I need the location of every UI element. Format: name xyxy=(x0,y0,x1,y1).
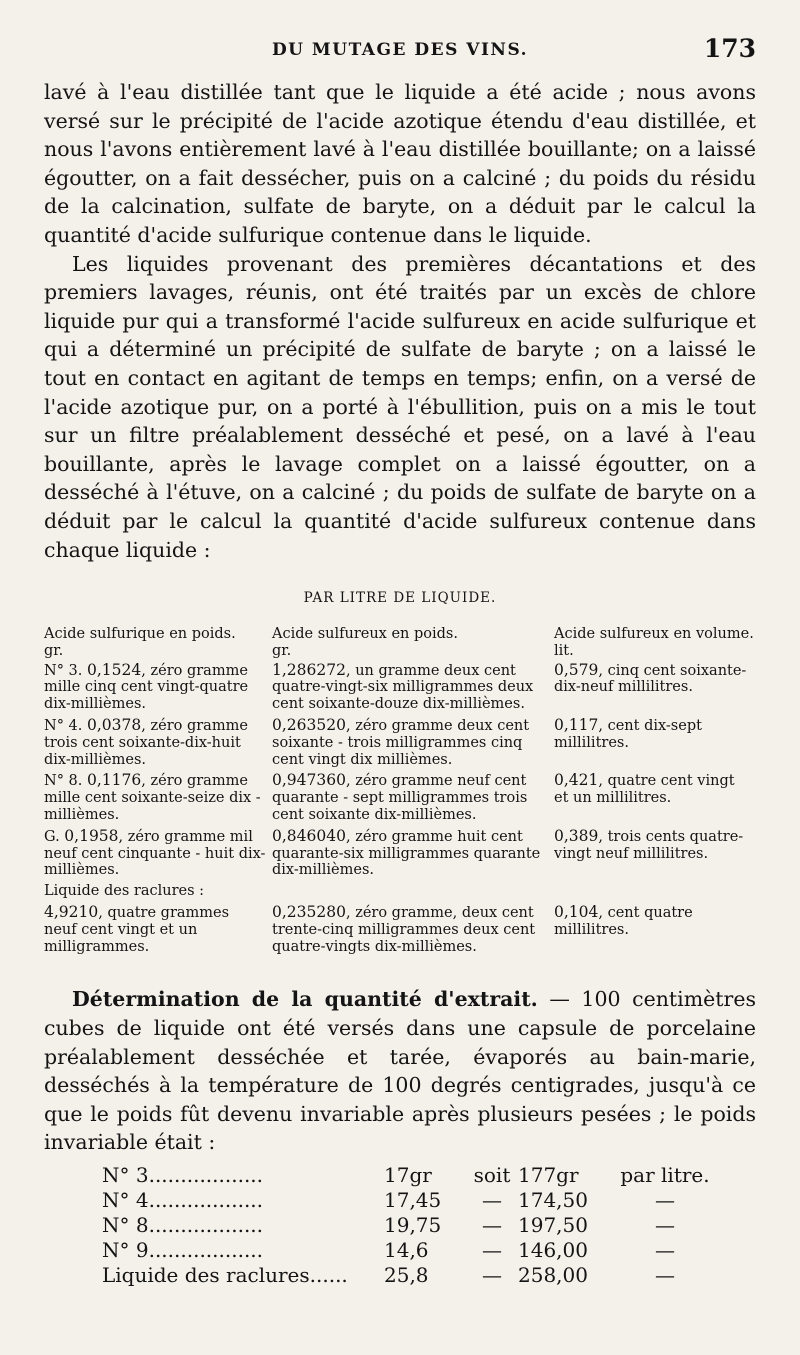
table-title: PAR LITRE DE LIQUIDE. xyxy=(303,590,497,607)
paragraph-2: Les liquides provenant des premières décantations et des premiers lavages, réunis, ont été traités par un excès de chlore liquide pur qui a transformé l'acide sulfureux en acide sulfurique et qui a déterminé un précipité de sulfate de baryte ; on a laissé le tout en contact en agitant de temps en temps; enfin, on a versé de l'acide azotique pur, on a porté à l'ébullition, puis on a mis le tout sur un filtre préalablement desséché et pesé, on a lavé à l'eau bouillante, après le lavage complet on a laissé égoutter, on a desséché à l'étuve, on a calciné ; du poids de sulfate de baryte on a déduit par le calcul la quantité d'acide sulfureux contenue dans chaque liquide : xyxy=(44,251,756,562)
section-text: — 100 centimètres cubes de liquide ont été versés dans une capsule de porcelaine préalablement desséchée et tarée, évaporés au bain-marie, desséchés à la température de 100 degrés centigrades, jusqu'à ce que le poids fût devenu invariable après plusieurs pesées ; le poids invariable était : xyxy=(44,987,756,1155)
table-cell: 0,263520, zéro gramme deux cent soixante - trois milligrammes cinq cent vingt dix millièmes. xyxy=(272,716,530,768)
table-row xyxy=(44,904,756,959)
table-row xyxy=(44,828,756,883)
table-cell: 0,235280, zéro gramme, deux cent trente-cinq milligrammes deux cent quatre-vingts dix-millièmes. xyxy=(272,903,536,955)
table-row xyxy=(44,662,756,717)
table-cell: N° 8. 0,1176, zéro gramme mille cent soixante-seize dix - millièmes. xyxy=(44,771,261,824)
list-item: N° 4.................. 17,45 — 174,50 — xyxy=(102,1188,675,1212)
table-row xyxy=(44,717,756,772)
measurement-table xyxy=(44,626,756,959)
extract-paragraph xyxy=(44,985,756,1157)
column-header: Acide sulfurique en poids. gr. xyxy=(44,626,236,659)
table-cell: 0,117, cent dix-sept millilitres. xyxy=(554,716,702,751)
list-item: N° 9.................. 14,6 — 146,00 — xyxy=(102,1238,675,1262)
table-cell: 4,9210, quatre grammes neuf cent vingt et un milligrammes. xyxy=(44,903,230,955)
column-header: Acide sulfureux en poids. gr. xyxy=(272,626,458,659)
running-title: DU MUTAGE DES VINS. xyxy=(271,40,529,60)
page-number: 173 xyxy=(703,34,756,63)
table-cell: 0,389, trois cents quatre-vingt neuf millilitres. xyxy=(554,826,744,862)
list-item: Liquide des raclures...... 25,8 — 258,00 — xyxy=(102,1263,675,1287)
page-header xyxy=(44,26,756,78)
table-row xyxy=(44,883,756,904)
table-cell: G. 0,1958, zéro gramme mil neuf cent cinquante - huit dix-millièmes. xyxy=(44,826,266,879)
paragraph-1: lavé à l'eau distillée tant que le liquide a été acide ; nous avons versé sur le précipité de l'acide azotique étendu d'eau distillée, et nous l'avons entièrement lavé à l'eau distillée bouillante; on a laissé égoutter, on a fait dessécher, puis on a calciné ; du poids du résidu de la calcination, sulfate de baryte, on a déduit par le calcul la quantité d'acide sulfurique contenue dans le liquide. xyxy=(44,80,756,247)
table-cell: 0,104, cent quatre millilitres. xyxy=(554,903,693,938)
table-cell: 0,421, quatre cent vingt et un millilitres. xyxy=(554,771,735,807)
raclures-label: Liquide des raclures : xyxy=(44,883,205,900)
table-row xyxy=(44,772,756,827)
table-cell: 0,579, cinq cent soixante-dix-neuf millilitres. xyxy=(554,660,747,696)
table-cell: N° 3. 0,1524, zéro gramme mille cinq cent vingt-quatre dix-millièmes. xyxy=(44,660,249,713)
section-heading: Détermination de la quantité d'extrait. xyxy=(72,987,538,1012)
list-item: N° 8.................. 19,75 — 197,50 — xyxy=(102,1213,675,1237)
table-cell: N° 4. 0,0378, zéro gramme trois cent soixante-dix-huit dix-millièmes. xyxy=(44,716,248,768)
table-cell: 1,286272, un gramme deux cent quatre-vingt-six milligrammes deux cent soixante-douze dix-millièmes. xyxy=(272,660,534,713)
extract-results xyxy=(102,1163,756,1288)
list-item: N° 3.................. 17gr soit 177gr par litre. xyxy=(102,1163,710,1187)
column-header: Acide sulfureux en volume. lit. xyxy=(554,626,754,659)
table-cell: 0,846040, zéro gramme huit cent quarante-six milligrammes quarante dix-millièmes. xyxy=(272,826,541,879)
table-cell: 0,947360, zéro gramme neuf cent quarante - sept milligrammes trois cent soixante dix-millièmes. xyxy=(272,771,528,824)
